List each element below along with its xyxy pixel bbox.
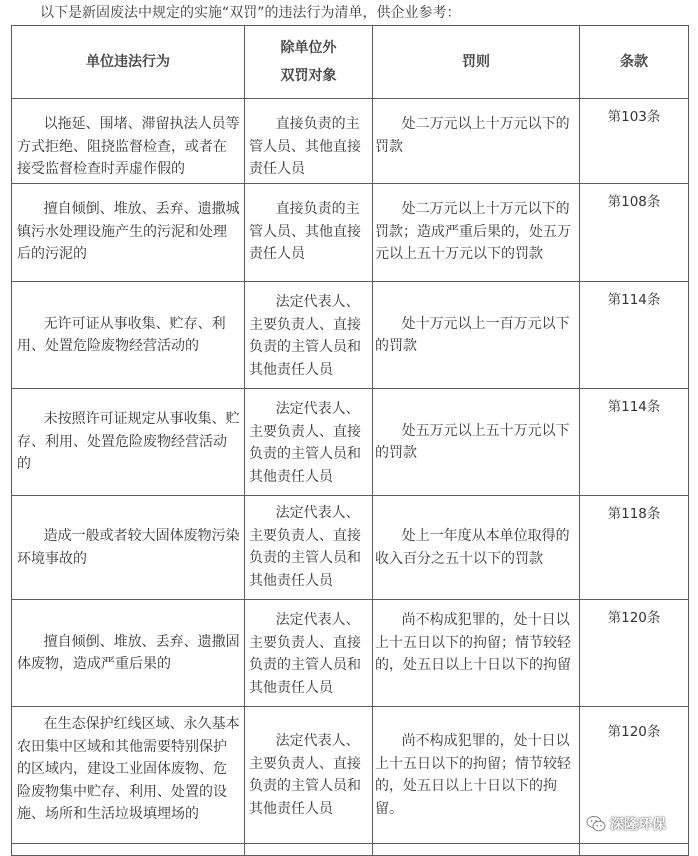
cell-object: 法定代表人、主要负责人、直接负责的主管人员和其他责任人员 [249,733,361,817]
watermark-text: 深隆环保 [610,817,666,833]
table-row-partial [12,844,689,856]
cell-article: 第108条 [607,194,661,210]
table-row [12,99,689,184]
table-row [12,389,689,496]
cell-act: 擅自倾倒、堆放、丢弃、遗撒固体废物，造成严重后果的 [17,633,240,672]
cell-article: 第114条 [607,399,661,415]
cell-act: 以拖延、围堵、滞留执法人员等方式拒绝、阻挠监督检查，或者在接受监督检查时弄虚作假的 [17,116,240,177]
header-penalty: 罚则 [373,26,580,99]
cell-article: 第120条 [607,610,661,626]
cell-article: 第118条 [607,506,661,522]
header-article: 条款 [580,26,689,99]
cell-penalty: 处上一年度从本单位取得的收入百分之五十以下的罚款 [375,528,570,567]
cell-act: 未按照许可证规定从事收集、贮存、利用、处置危险废物经营活动的 [17,411,240,473]
header-object-line2: 双罚对象 [280,68,337,84]
header-object [245,26,373,99]
cell-penalty: 处五万元以上五十万元以下的罚款 [375,422,570,461]
cell-article: 第114条 [607,292,661,308]
watermark [586,812,666,836]
table-row [12,184,689,282]
cell-object: 法定代表人、主要负责人、直接负责的主管人员和其他责任人员 [249,294,361,378]
cell-object: 法定代表人、主要负责人、直接负责的主管人员和其他责任人员 [249,612,361,696]
table-header-row [12,26,689,99]
wechat-icon [586,815,606,833]
penalty-table [11,25,689,856]
cell-act: 造成一般或者较大固体废物污染环境事故的 [17,528,240,567]
cell-penalty: 处二万元以上十万元以下的罚款；造成严重后果的，处五万元以上五十万元以下的罚款 [375,201,571,262]
cell-object: 法定代表人、主要负责人、直接负责的主管人员和其他责任人员 [249,505,361,589]
cell-object: 法定代表人、主要负责人、直接负责的主管人员和其他责任人员 [249,401,361,485]
cell-act: 无许可证从事收集、贮存、利用、处置危险废物经营活动的 [17,315,226,354]
cell-penalty: 处二万元以上十万元以下的罚款 [375,116,570,155]
table-row [12,496,689,600]
cell-object: 直接负责的主管人员、其他直接责任人员 [249,116,361,177]
cell-object: 直接负责的主管人员、其他直接责任人员 [249,201,361,262]
cell-act: 擅自倾倒、堆放、丢弃、遗撒城镇污水处理设施产生的污泥和处理后的污泥的 [17,201,240,262]
cell-penalty: 尚不构成犯罪的，处十日以上十五日以下的拘留；情节较轻的，处五日以上十日以下的拘留。 [375,733,571,817]
table-row [12,282,689,389]
cell-article: 第103条 [607,109,661,125]
cell-article: 第120条 [607,724,661,740]
header-object-line1: 除单位外 [280,40,337,56]
header-act: 单位违法行为 [12,26,245,99]
cell-act: 在生态保护红线区域、永久基本农田集中区域和其他需要特别保护的区域内，建设工业固体废物、危险废物集中贮存、利用、处置的设施、场所和生活垃圾填埋场的 [17,716,240,822]
cell-penalty: 处十万元以上一百万元以下的罚款 [375,315,570,354]
table-row [12,600,689,707]
intro-text: 以下是新固废法中规定的实施“双罚”的违法行为清单，供企业参考： [40,5,461,21]
cell-penalty: 尚不构成犯罪的，处十日以上十五日以下的拘留；情节较轻的，处五日以上十日以下的拘留 [375,612,571,673]
